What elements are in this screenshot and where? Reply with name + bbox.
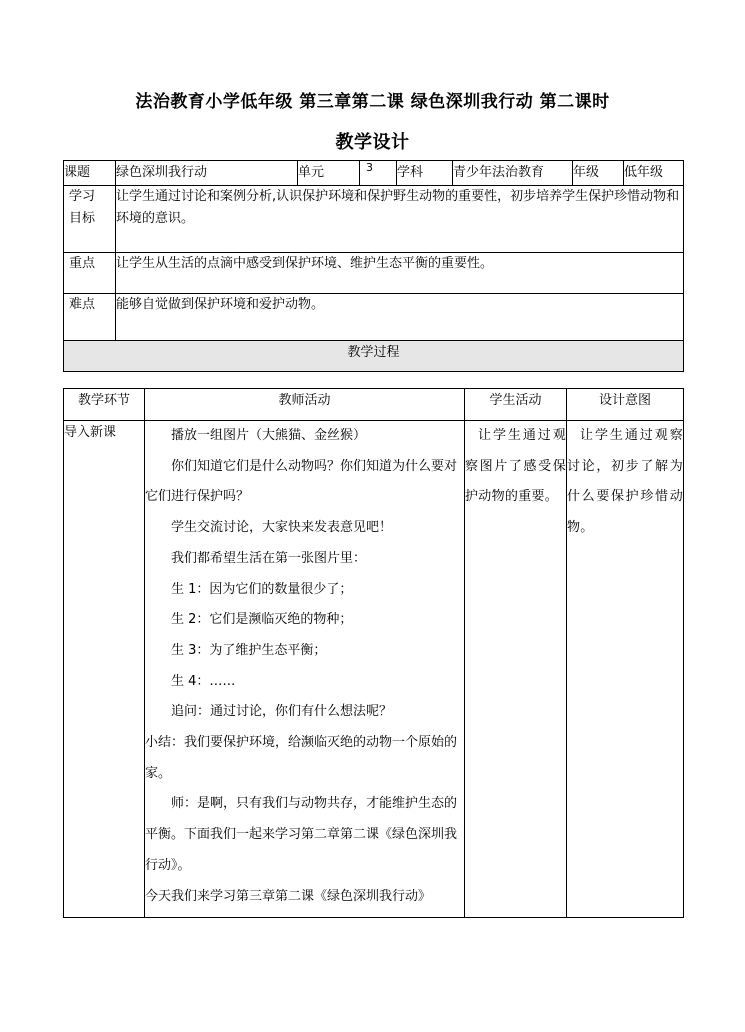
stage-cell: 导入新课 xyxy=(64,421,145,918)
goals-text: 让学生通过讨论和案例分析,认识保护环境和保护野生动物的重要性，初步培养学生保护珍惜动物和环境的意识。 xyxy=(116,186,684,253)
teacher-line: 生 1：因为它们的数量很少了； xyxy=(171,581,353,597)
column-header-stage: 教学环节 xyxy=(64,389,145,421)
teacher-line: 我们都希望生活在第一张图片里： xyxy=(171,550,367,566)
unit-value: 3 xyxy=(360,161,397,186)
process-banner-row xyxy=(64,341,684,372)
goals-label-line2: 目标 xyxy=(69,211,96,226)
key-points-text: 让学生从生活的点滴中感受到保护环境、维护生态平衡的重要性。 xyxy=(116,253,684,294)
column-header-design: 设计意图 xyxy=(567,389,684,421)
lesson-label: 课题 xyxy=(64,161,116,186)
teacher-line: 生 2：它们是濒临灭绝的物种； xyxy=(171,612,353,628)
teacher-line: 生 4：…… xyxy=(171,673,236,689)
grade-value: 低年级 xyxy=(624,161,684,186)
unit-label: 单元 xyxy=(298,161,360,186)
teacher-line: 生 3：为了维护生态平衡； xyxy=(171,642,327,658)
subject-label: 学科 xyxy=(397,161,453,186)
teacher-line: 小结：我们要保护环境，给濒临灭绝的动物一个原始的家。 xyxy=(145,735,458,781)
column-header-student: 学生活动 xyxy=(465,389,567,421)
process-row-intro xyxy=(64,421,684,918)
teacher-line: 师：是啊，只有我们与动物共存，才能维护生态的平衡。下面我们一起来学习第二章第二课《绿色深圳我行动》。 xyxy=(145,796,458,873)
document-title: 法治教育小学低年级 第三章第二课 绿色深圳我行动 第二课时 xyxy=(135,92,610,112)
difficulties-row xyxy=(64,294,684,341)
column-header-teacher: 教师活动 xyxy=(145,389,465,421)
lesson-value: 绿色深圳我行动 xyxy=(116,161,298,186)
difficulties-text: 能够自觉做到保护环境和爱护动物。 xyxy=(116,294,684,341)
goals-label xyxy=(64,186,116,253)
document-subtitle: 教学设计 xyxy=(335,132,410,153)
teacher-line: 学生交流讨论，大家快来发表意见吧！ xyxy=(171,520,393,536)
subject-value: 青少年法治教育 xyxy=(453,161,573,186)
process-table xyxy=(63,388,684,918)
teacher-activity-cell xyxy=(145,421,465,918)
key-points-row xyxy=(64,253,684,294)
process-banner: 教学过程 xyxy=(64,341,684,372)
info-row xyxy=(64,161,684,186)
process-column-headers xyxy=(64,389,684,421)
teacher-line: 追问：通过讨论，你们有什么想法呢？ xyxy=(171,704,393,720)
key-points-label: 重点 xyxy=(64,253,116,294)
grade-label: 年级 xyxy=(573,161,624,186)
design-intent-cell: 让学生通过观察讨论，初步了解为什么要保护珍惜动物。 xyxy=(567,421,684,918)
teacher-line: 你们知道它们是什么动物吗？你们知道为什么要对它们进行保护吗？ xyxy=(145,458,458,505)
teacher-line: 今天我们来学习第三章第二课《绿色深圳我行动》 xyxy=(145,888,432,904)
teacher-line: 播放一组图片（大熊猫、金丝猴） xyxy=(171,428,367,443)
student-activity-cell: 让学生通过观察图片了感受保护动物的重要。 xyxy=(465,421,567,918)
goals-label-line1: 学习 xyxy=(69,189,96,204)
difficulties-label: 难点 xyxy=(64,294,116,341)
goals-row xyxy=(64,186,684,253)
lesson-plan-table xyxy=(63,160,684,372)
